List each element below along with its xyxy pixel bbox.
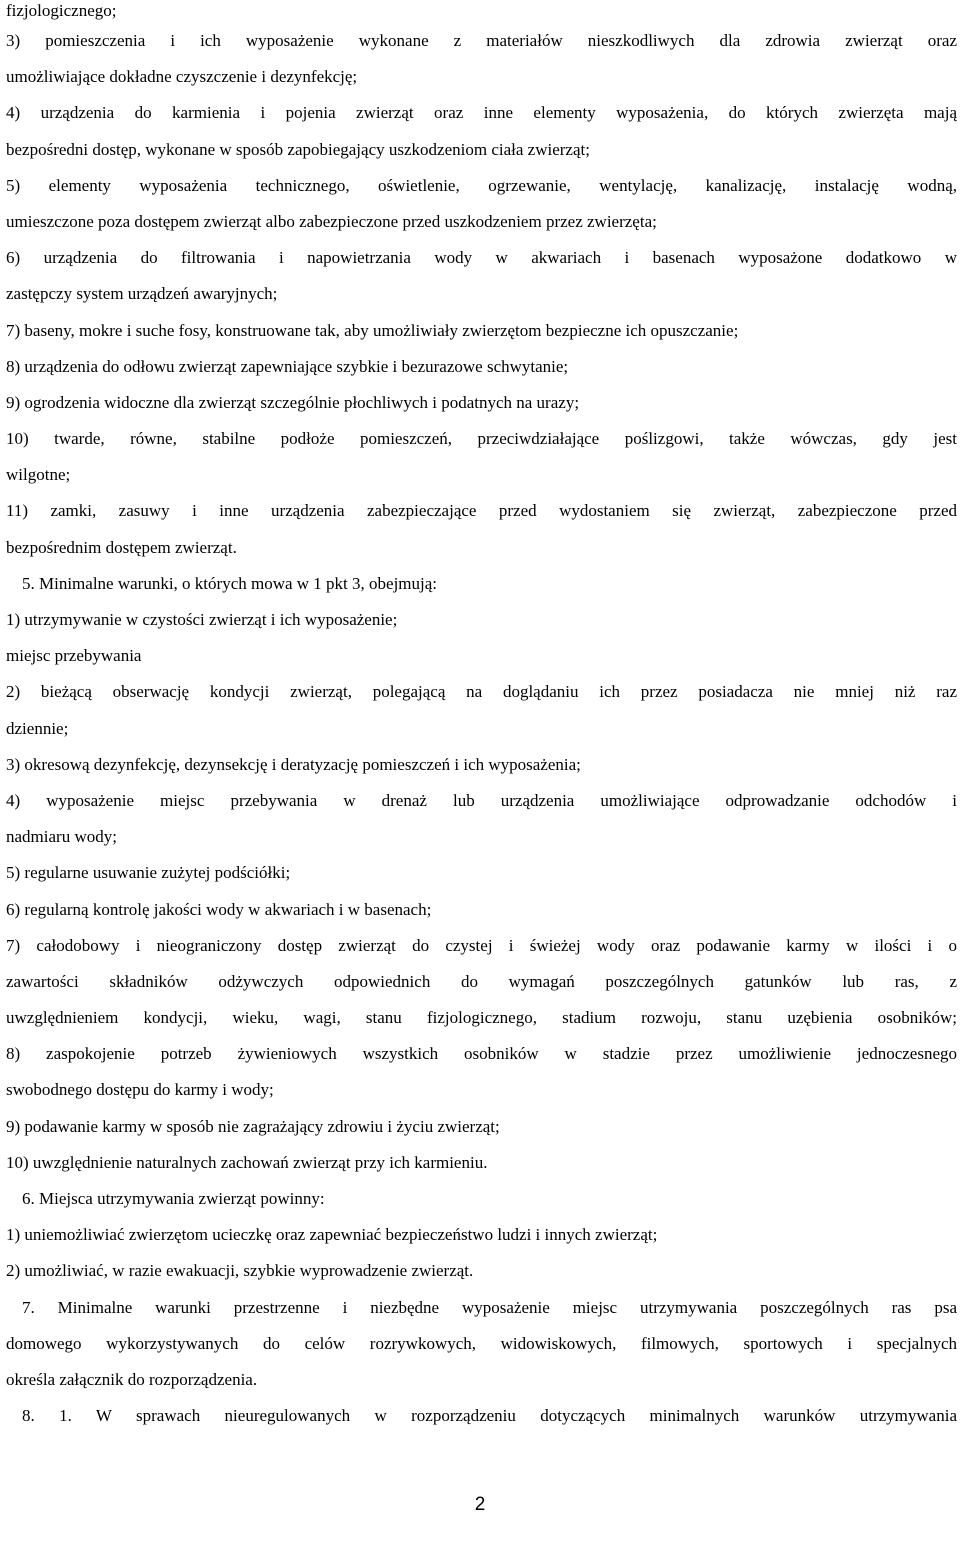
text-line: 3) pomieszczenia i ich wyposażenie wykonane z materiałów nieszkodliwych dla zdrowia zwierząt oraz [6,31,957,50]
text-line: zastępczy system urządzeń awaryjnych; [6,284,278,304]
text-line: miejsc przebywania [6,646,142,666]
text-line: 9) ogrodzenia widoczne dla zwierząt szczególnie płochliwych i podatnych na urazy; [6,392,580,412]
text-line: 6) regularną kontrolę jakości wody w akwariach i w basenach; [6,899,432,919]
text-line: 3) okresową dezynfekcję, dezynsekcję i deratyzację pomieszczeń i ich wyposażenia; [6,754,581,774]
text-line: swobodnego dostępu do karmy i wody; [6,1080,274,1100]
text-line: fizjologicznego; [6,1,117,20]
text-line: zawartości składników odżywczych odpowiednich do wymagań poszczególnych gatunków lub ras, z [6,971,957,991]
text-line: umożliwiające dokładne czyszczenie i dezynfekcję; [6,67,358,87]
text-line: 8) urządzenia do odłowu zwierząt zapewniające szybkie i bezurazowe schwytanie; [6,356,569,376]
section-heading: 8. 1. W sprawach nieuregulowanych w rozporządzeniu dotyczących minimalnych warunków utrzymywania [22,1406,957,1426]
text-line: 1) uniemożliwiać zwierzętom ucieczkę oraz zapewniać bezpieczeństwo ludzi i innych zwierząt; [6,1225,658,1245]
text-line: uwzględnieniem kondycji, wieku, wagi, stanu fizjologicznego, stadium rozwoju, stanu uzębienia osobników; [6,1008,957,1028]
text-line: 10) uwzględnienie naturalnych zachowań zwierząt przy ich karmieniu. [6,1152,488,1172]
text-line: 10) twarde, równe, stabilne podłoże pomieszczeń, przeciwdziałające poślizgowi, także wówczas, gdy jest [6,429,957,449]
text-line: 7) całodobowy i nieograniczony dostęp zwierząt do czystej i świeżej wody oraz podawanie karmy w ilości i o [6,935,957,955]
text-line: 2) bieżącą obserwację kondycji zwierząt, polegającą na doglądaniu ich przez posiadacza nie mniej niż raz [6,682,957,702]
document-page [6,0,957,1434]
section-heading: 6. Miejsca utrzymywania zwierząt powinny: [22,1189,325,1208]
text-line: bezpośrednim dostępem zwierząt. [6,537,237,557]
text-line: 9) podawanie karmy w sposób nie zagrażający zdrowiu i życiu zwierząt; [6,1116,500,1136]
section-heading: 5. Minimalne warunki, o których mowa w 1 pkt 3, obejmują: [22,573,438,593]
text-line: dziennie; [6,718,69,738]
text-line: 8) zaspokojenie potrzeb żywieniowych wszystkich osobników w stadzie przez umożliwienie jednoczesnego [6,1044,957,1064]
text-line: umieszczone poza dostępem zwierząt albo zabezpieczone przed uszkodzeniem przez zwierzęta; [6,211,657,231]
text-line: 5) elementy wyposażenia technicznego, oświetlenie, ogrzewanie, wentylację, kanalizację, instalację wodną, [6,175,957,195]
text-line: 5) regularne usuwanie zużytej podściółki; [6,863,291,883]
text-line: 4) wyposażenie miejsc przebywania w drenaż lub urządzenia umożliwiające odprowadzanie odchodów i [6,790,957,810]
text-line: 2) umożliwiać, w razie ewakuacji, szybkie wyprowadzenie zwierząt. [6,1261,474,1281]
text-line: określa załącznik do rozporządzenia. [6,1369,258,1389]
text-line: bezpośredni dostęp, wykonane w sposób zapobiegający uszkodzeniom ciała zwierząt; [6,139,590,159]
section-heading: 7. Minimalne warunki przestrzenne i niezbędne wyposażenie miejsc utrzymywania poszczególnych ras psa [22,1297,957,1317]
text-line: domowego wykorzystywanych do celów rozrywkowych, widowiskowych, filmowych, sportowych i specjalnych [6,1333,957,1353]
text-line: wilgotne; [6,465,71,485]
text-line: 6) urządzenia do filtrowania i napowietrzania wody w akwariach i basenach wyposażone dodatkowo w [6,248,957,268]
page-number: 2 [474,1494,486,1515]
text-line: nadmiaru wody; [6,827,117,847]
text-line: 4) urządzenia do karmienia i pojenia zwierząt oraz inne elementy wyposażenia, do których zwierzęta mają [6,103,957,123]
text-line: 11) zamki, zasuwy i inne urządzenia zabezpieczające przed wydostaniem się zwierząt, zabezpieczone przed [6,501,957,521]
text-line: 1) utrzymywanie w czystości zwierząt i ich wyposażenie; [6,610,398,629]
text-line: 7) baseny, mokre i suche fosy, konstruowane tak, aby umożliwiały zwierzętom bezpieczne ich opuszczanie; [6,320,739,340]
